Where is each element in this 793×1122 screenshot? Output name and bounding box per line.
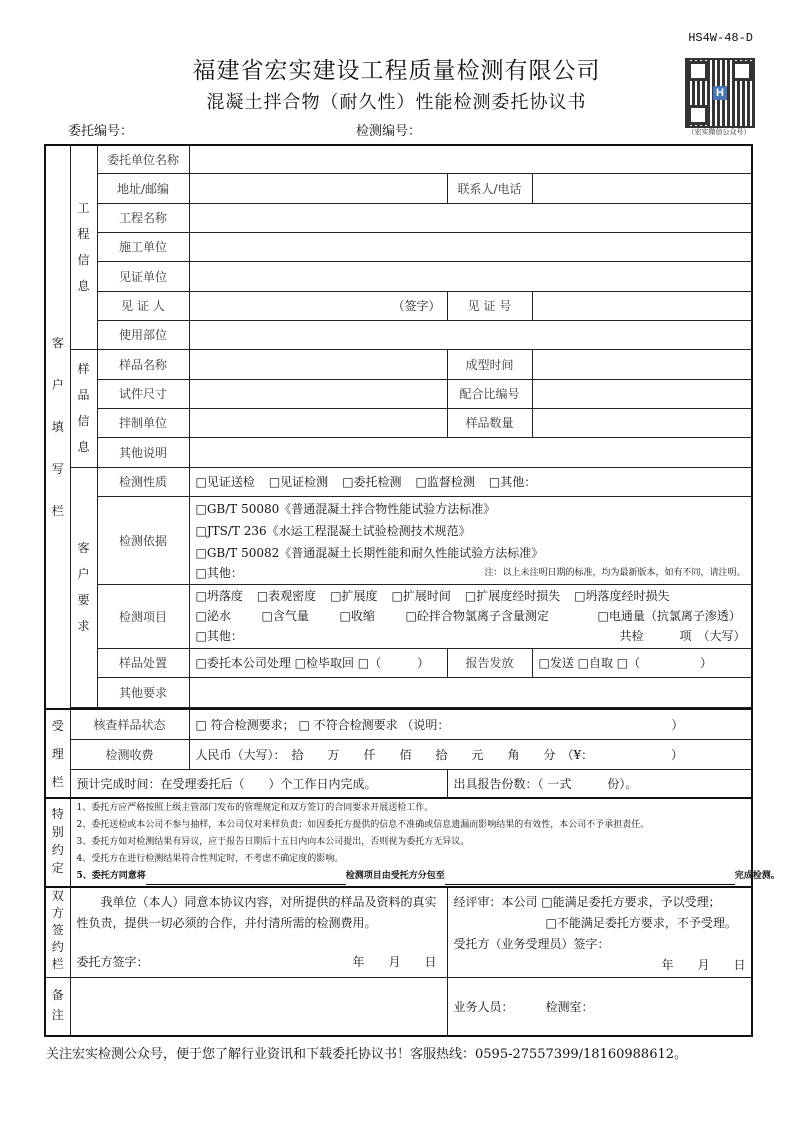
section-customer: 客户填写栏: [45, 145, 70, 709]
witness-unit-field[interactable]: [189, 261, 752, 291]
item-shrinkage[interactable]: □收缩: [339, 609, 375, 623]
term-1: 1、委托方应严格按照上级主管部门发布的管理规定和双方签订的合同要求开展送检工作。: [76, 803, 434, 813]
contact-label: 联系人/电话: [447, 173, 532, 203]
item-density[interactable]: □表观密度: [256, 589, 317, 603]
other-notes-field[interactable]: [189, 437, 752, 467]
section-remark: 备注: [45, 978, 70, 1036]
item-electric-flux[interactable]: □电通量（抗氯离子渗透）: [597, 609, 741, 623]
option-entrusted-test[interactable]: □委托检测: [342, 475, 402, 489]
option-witness-delivery[interactable]: □见证送检: [195, 475, 255, 489]
footer-note: 关注宏实检测公众号，便于您了解行业资讯和下载委托协议书！客服热线：0595-27557399/18160988612。: [46, 1047, 688, 1062]
test-nature-options[interactable]: [189, 467, 752, 496]
basis-jts236[interactable]: □JTS/T 236《水运工程混凝土试验检测技术规范》: [195, 524, 471, 538]
report-copies-field[interactable]: 出具报告份数：（ 一式 份）。: [447, 769, 752, 798]
basis-gb50082[interactable]: □GB/T 50082《普通混凝土长期性能和耐久性能试验方法标准》: [195, 546, 544, 560]
qr-caption: （宏实微信公众号）: [687, 128, 751, 136]
item-chloride[interactable]: □砼拌合物氯离子含量测定: [405, 609, 549, 623]
client-name-label: 委托单位名称: [97, 145, 189, 173]
items-total: 共检 项 （大写）: [619, 629, 746, 643]
term-5-a: 5、委托方同意将: [76, 871, 146, 881]
forming-time-field[interactable]: [532, 349, 752, 379]
fee-label: 检测收费: [70, 739, 189, 769]
review-accept-option[interactable]: 经评审：本公司 □能满足委托方要求，予以受理；: [453, 895, 721, 909]
acceptor-sign-label: 受托方（业务受理员）签字：: [453, 937, 610, 951]
other-notes-label: 其他说明: [97, 437, 189, 467]
basis-gb50080[interactable]: □GB/T 50080《普通混凝土拌合物性能试验方法标准》: [195, 502, 496, 516]
mix-no-label: 配合比编号: [447, 379, 532, 408]
item-slump[interactable]: □坍落度: [195, 589, 243, 603]
test-items-label: 检测项目: [97, 584, 189, 648]
construction-unit-label: 施工单位: [97, 232, 189, 261]
section-project: 工程信息: [70, 145, 97, 349]
item-spread[interactable]: □扩展度: [330, 589, 378, 603]
client-sign-date: 年 月 日: [352, 955, 437, 969]
client-name-field[interactable]: [189, 145, 752, 173]
specimen-size-field[interactable]: [189, 379, 447, 408]
sample-disposal-options[interactable]: □委托本公司处理 □检毕取回 □（ ）: [189, 648, 447, 677]
document-code: HS4W-48-D: [688, 31, 753, 45]
test-nature-label: 检测性质: [97, 467, 189, 496]
contact-field[interactable]: [532, 173, 752, 203]
basis-other[interactable]: □其他：: [195, 566, 243, 580]
option-other[interactable]: □其他：: [488, 475, 537, 489]
review-section: [447, 887, 752, 978]
test-no-label: 检测编号：: [356, 124, 422, 139]
section-special: 特别约定: [45, 798, 70, 887]
entrust-form-table: [44, 144, 780, 1037]
test-items-options[interactable]: [189, 584, 752, 648]
item-spread-time[interactable]: □扩展时间: [391, 589, 451, 603]
client-agreement-text: 我单位（本人）同意本协议内容，对所提供的样品及资料的真实性负责，提供一切必须的合作，并付清所需的检测费用。: [76, 895, 437, 930]
sample-check-label: 核查样品状态: [70, 709, 189, 739]
staff-label: 业务人员：: [453, 999, 514, 1014]
witness-no-label: 见 证 号: [447, 291, 532, 320]
term-5-b: 检测项目由受托方分包至: [345, 871, 445, 881]
item-bleeding[interactable]: □泌水: [195, 609, 231, 623]
special-terms: [70, 798, 780, 887]
item-slump-loss[interactable]: □坍落度经时损失: [574, 589, 670, 603]
item-air-content[interactable]: □含气量: [261, 609, 309, 623]
test-basis-label: 检测依据: [97, 496, 189, 584]
review-reject-option[interactable]: □不能满足委托方要求，不予受理。: [545, 916, 737, 930]
document-subtitle: 混凝土拌合物（耐久性）性能检测委托协议书: [206, 92, 587, 113]
option-witness-test[interactable]: □见证检测: [268, 475, 329, 489]
section-requirement: 客户要求: [70, 467, 97, 708]
project-name-field[interactable]: [189, 203, 752, 232]
remark-field[interactable]: [70, 978, 447, 1036]
term-3: 3、委托方如对检测结果有异议，应于报告日期后十五日内向本公司提出，否则视为委托方无异议。: [76, 837, 470, 847]
report-delivery-label: 报告发放: [447, 648, 532, 677]
witness-label: 见 证 人: [97, 291, 189, 320]
mixing-unit-field[interactable]: [189, 408, 447, 437]
usage-label: 使用部位: [97, 320, 189, 349]
sample-check-options[interactable]: □ 符合检测要求； □ 不符合检测要求 （说明： ）: [189, 709, 752, 739]
client-agreement: [70, 887, 447, 978]
remark-staff: [447, 978, 752, 1036]
term-2: 2、委托送检或本公司不参与抽样，本公司仅对来样负责；如因委托方提供的信息不准确或信息遗漏而影响结果的有效性，本公司不予承担责任。: [76, 820, 650, 830]
address-label: 地址/邮编: [97, 173, 189, 203]
term-4: 4、受托方在进行检测结果符合性判定时，不考虑不确定度的影响。: [76, 854, 344, 864]
client-sign-label: 委托方签字：: [76, 955, 149, 969]
term-5-c: 完成检测。: [734, 871, 780, 881]
entrust-no-label: 委托编号：: [68, 124, 134, 139]
forming-time-label: 成型时间: [447, 349, 532, 379]
sample-quantity-label: 样品数量: [447, 408, 532, 437]
usage-field[interactable]: [189, 320, 752, 349]
address-field[interactable]: [189, 173, 447, 203]
report-delivery-options[interactable]: □发送 □自取 □（ ）: [532, 648, 752, 677]
construction-unit-field[interactable]: [189, 232, 752, 261]
basis-note: 注：以上未注明日期的标准，均为最新版本，如有不同，请注明。: [484, 568, 746, 578]
section-sign: 双方签约栏: [45, 887, 70, 978]
section-sample: 样品信息: [70, 349, 97, 467]
specimen-size-label: 试件尺寸: [97, 379, 189, 408]
lab-label: 检测室：: [545, 999, 594, 1014]
signature-hint: （签字）: [392, 299, 441, 313]
sample-disposal-label: 样品处置: [97, 648, 189, 677]
completion-time-field[interactable]: 预计完成时间：在受理委托后（ ）个工作日内完成。: [70, 769, 447, 798]
test-basis-options[interactable]: [189, 496, 752, 584]
other-requirements-label: 其他要求: [97, 677, 189, 707]
subcontractor-field[interactable]: [445, 872, 735, 885]
qr-code-icon: [685, 58, 755, 128]
acceptor-sign-date: 年 月 日: [661, 958, 746, 972]
qr-logo: H: [713, 86, 727, 100]
witness-unit-label: 见证单位: [97, 261, 189, 291]
mixing-unit-label: 拌制单位: [97, 408, 189, 437]
fee-field[interactable]: 人民币（大写）： 拾 万 仟 佰 拾 元 角 分 （¥： ）: [189, 739, 752, 769]
subcontract-items-field[interactable]: [146, 872, 346, 885]
item-spread-loss[interactable]: □扩展度经时损失: [464, 589, 561, 603]
sample-quantity-field[interactable]: [532, 408, 752, 437]
witness-no-field[interactable]: [532, 291, 752, 320]
item-other[interactable]: □其他：: [195, 629, 243, 643]
sample-name-label: 样品名称: [97, 349, 189, 379]
option-supervision-test[interactable]: □监督检测: [415, 475, 475, 489]
mix-no-field[interactable]: [532, 379, 752, 408]
section-accept: 受理栏: [45, 709, 70, 798]
other-requirements-field[interactable]: [189, 677, 752, 707]
witness-field[interactable]: [189, 291, 447, 320]
company-title: 福建省宏实建设工程质量检测有限公司: [192, 58, 601, 84]
sample-name-field[interactable]: [189, 349, 447, 379]
project-name-label: 工程名称: [97, 203, 189, 232]
